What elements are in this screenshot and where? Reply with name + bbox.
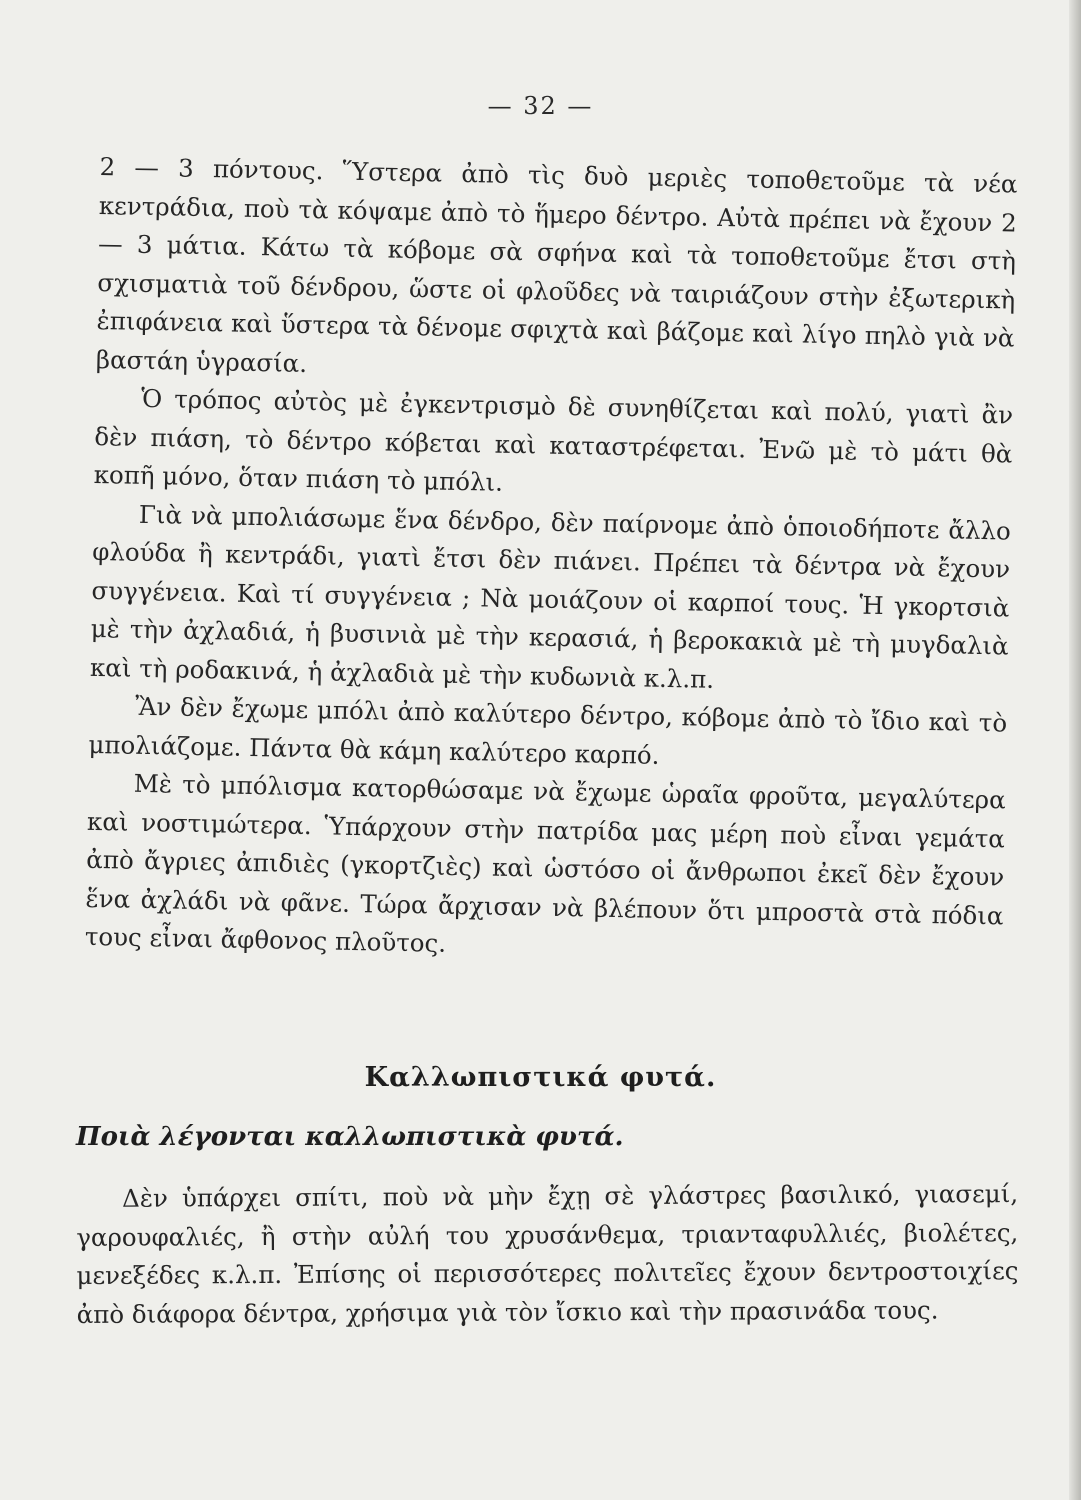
main-text-block: [84, 148, 1017, 974]
page-edge-shadow: [1069, 0, 1081, 1500]
paragraph-continued: 2 — 3 πόντους. Ὕστερα ἀπὸ τὶς δυὸ μεριὲς τοποθετοῦμε τὰ νέα κεντράδια, ποὺ τὰ κόψαμε ἀπὸ τὸ ἥμερο δέντρο. Αὐτὰ πρέπει νὰ ἔχουν 2 — 3 μάτια. Κάτω τὰ κόβομε σὰ σφήνα καὶ τὰ τοποθετοῦμε ἔτσι στὴ σχισματιὰ τοῦ δένδρου, ὥστε οἱ φλοῦδες νὰ ταιριάζουν στὴν ἐξωτερικὴ ἐπιφάνεια καὶ ὕστερα τὰ δένομε σφιχτὰ καὶ βάζομε καὶ λίγο πηλὸ γιὰ νὰ βαστάη ὑγρασία.: [95, 151, 1018, 378]
paragraph: Ἂν δὲν ἔχωμε μπόλι ἀπὸ καλύτερο δέντρο, κόβομε ἀπὸ τὸ ἴδιο καὶ τὸ μπολιάζομε. Πάντα θὰ κάμη καλύτερο καρπό.: [88, 691, 1008, 770]
section-text-block: [76, 1175, 1019, 1334]
subheading: Ποιὰ λέγονται καλλωπιστικὰ φυτά.: [76, 1122, 624, 1152]
paragraph: Δὲν ὑπάρχει σπίτι, ποὺ νὰ μὴν ἔχῃ σὲ γλάστρες βασιλικό, γιασεμί, γαρουφαλιές, ἢ στὴν αὐλή του χρυσάνθεμα, τριανταφυλλιές, βιολέτες, μενεξέδες κ.λ.π. Ἐπίσης οἱ περισσότερες πολιτεῖες ἔχουν δεντροστοιχίες ἀπὸ διάφορα δέντρα, χρήσιμα γιὰ τὸν ἴσκιο καὶ τὴν πρασινάδα τους.: [76, 1179, 1019, 1329]
page-number: — 32 —: [487, 92, 594, 120]
paragraph: Μὲ τὸ μπόλισμα κατορθώσαμε νὰ ἔχωμε ὡραῖα φροῦτα, μεγαλύτερα καὶ νοστιμώτερα. Ὑπάρχουν στὴν πατρίδα μας μέρη ποὺ εἶναι γεμάτα ἀπὸ ἄγριες ἀπιδιὲς (γκορτζιὲς) καὶ ὡστόσο οἱ ἄνθρωποι ἐκεῖ δὲν ἔχουν ἕνα ἀχλάδι νὰ φᾶνε. Τώρα ἄρχισαν νὰ βλέπουν ὅτι μπροστὰ στὰ πόδια τους εἶναι ἄφθονος πλοῦτος.: [84, 768, 1006, 958]
paragraph: Ὁ τρόπος αὐτὸς μὲ ἐγκεντρισμὸ δὲ συνηθίζεται καὶ πολύ, γιατὶ ἂν δὲν πιάση, τὸ δέντρο κόβεται καὶ καταστρέφεται. Ἐνῶ μὲ τὸ μάτι θὰ κοπῆ μόνο, ὅταν πιάση τὸ μπόλι.: [93, 383, 1014, 497]
paragraph: Γιὰ νὰ μπολιάσωμε ἕνα δένδρο, δὲν παίρνομε ἀπὸ ὁποιοδήποτε ἄλλο φλούδα ἢ κεντράδι, γιατὶ ἔτσι δὲν πιάνει. Πρέπει τὰ δέντρα νὰ ἔχουν συγγένεια. Καὶ τί συγγένεια ; Νὰ μοιάζουν οἱ καρποί τους. Ἡ γκορτσιὰ μὲ τὴν ἀχλαδιά, ἡ βυσινιὰ μὲ τὴν κερασιά, ἡ βεροκακιὰ μὲ τὴ μυγδαλιὰ καὶ τὴ ροδακινά, ἡ ἀχλαδιὰ μὲ τὴν κυδωνιὰ κ.λ.π.: [89, 499, 1012, 694]
section-heading: Καλλωπιστικά φυτά.: [364, 1062, 717, 1093]
